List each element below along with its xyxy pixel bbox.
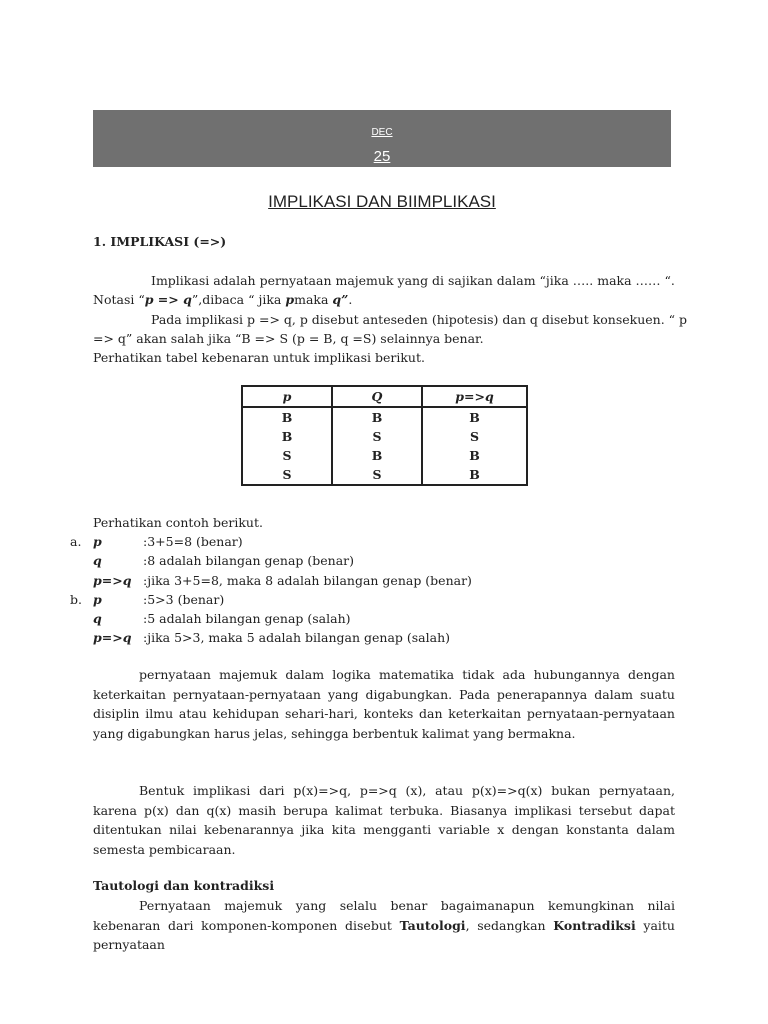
date-month[interactable]: DEC <box>371 127 393 138</box>
page-title[interactable]: IMPLIKASI DAN BIIMPLIKASI <box>268 192 496 211</box>
table-cell: B <box>332 407 422 427</box>
table-row <box>242 427 527 446</box>
intro-line-4: => q” akan salah jika “B => S (p = B, q =S) selainnya benar. <box>93 331 484 346</box>
header-q: Q <box>332 386 422 407</box>
example-a-pq-text: :jika 3+5=8, maka 8 adalah bilangan genap (benar) <box>143 573 472 588</box>
table-row <box>242 407 527 427</box>
notation-pre: Notasi “ <box>93 292 145 307</box>
table-cell: B <box>422 407 527 427</box>
notation-mid: ”,dibaca “ jika <box>191 292 286 307</box>
table-cell: B <box>422 465 527 485</box>
paragraph-tautologi <box>93 896 675 955</box>
kontradiksi-term: Kontradiksi <box>553 917 636 933</box>
example-a-q-text: :8 adalah bilangan genap (benar) <box>143 553 355 568</box>
example-a-p-text: :3+5=8 (benar) <box>143 534 243 549</box>
tautologi-text-post: yaitu pernyataan <box>93 917 675 952</box>
intro-line-2 <box>93 292 352 308</box>
example-a-p <box>93 534 243 550</box>
table-cell: S <box>422 427 527 446</box>
notation-end: . <box>348 292 353 307</box>
tautologi-term: Tautologi <box>399 917 466 933</box>
table-cell: S <box>242 446 332 465</box>
tautologi-text-pre: Pernyataan majemuk yang selalu benar bagaimanapun kemungkinan nilai kebenaran dari komponen-komponen disebut <box>93 898 675 933</box>
table-row <box>242 465 527 485</box>
notation-formula: p => q <box>144 292 192 307</box>
table-cell: B <box>422 446 527 465</box>
truth-table <box>241 385 528 486</box>
table-cell: S <box>332 427 422 446</box>
intro-line-1: Implikasi adalah pernyataan majemuk yang di sajikan dalam “jika ….. maka …… “. <box>151 273 675 288</box>
paragraph-logika: pernyataan majemuk dalam logika matematika tidak ada hubungannya dengan keterkaitan pernyataan-pernyataan yang digabungkan. Pada penerapannya dalam suatu disiplin ilmu atau kehidupan sehari-hari, konteks dan keterkaitan pernyataan-pernyataan yang digabungkan harus jelas, sehingga berbentuk kalimat yang bermakna. <box>93 667 675 741</box>
truth-table-header <box>242 386 527 407</box>
label-q: q <box>93 553 102 568</box>
example-a-pq <box>93 573 472 589</box>
table-row <box>242 446 527 465</box>
label-p: p <box>93 534 102 549</box>
date-day[interactable]: 25 <box>373 148 391 165</box>
label-pq: p=>q <box>93 630 132 645</box>
heading-tautologi: Tautologi dan kontradiksi <box>93 878 275 893</box>
table-cell: S <box>242 465 332 485</box>
intro-line-5: Perhatikan tabel kebenaran untuk implikasi berikut. <box>93 350 425 365</box>
date-banner <box>93 110 671 167</box>
notation-p: p <box>285 292 295 307</box>
table-cell: B <box>332 446 422 465</box>
notation-q: q” <box>332 292 349 307</box>
section-heading-implikasi: 1. IMPLIKASI (=>) <box>93 234 227 249</box>
table-cell: B <box>242 407 332 427</box>
header-p: p <box>242 386 332 407</box>
paragraph-bentuk-implikasi: Bentuk implikasi dari p(x)=>q, p=>q (x), atau p(x)=>q(x) bukan pernyataan, karena p(x) dan q(x) masih berupa kalimat terbuka. Biasanya implikasi tersebut dapat ditentukan nilai kebenarannya jika kita mengganti variable x dengan konstanta dalam semesta pembicaraan. <box>93 783 675 857</box>
example-b-p-text: :5>3 (benar) <box>143 592 225 607</box>
example-a-marker: a. <box>70 534 82 549</box>
examples-intro: Perhatikan contoh berikut. <box>93 515 263 530</box>
notation-maka: maka <box>294 292 333 307</box>
table-cell: B <box>242 427 332 446</box>
label-p: p <box>93 592 102 607</box>
example-b-pq <box>93 630 450 646</box>
intro-line-3: Pada implikasi p => q, p disebut anteseden (hipotesis) dan q disebut konsekuen. “ p <box>151 312 688 327</box>
example-b-q <box>93 611 351 627</box>
label-q: q <box>93 611 102 626</box>
example-b-marker: b. <box>70 592 82 607</box>
example-b-q-text: :5 adalah bilangan genap (salah) <box>143 611 351 626</box>
example-a-q <box>93 553 354 569</box>
table-cell: S <box>332 465 422 485</box>
example-b-pq-text: :jika 5>3, maka 5 adalah bilangan genap (salah) <box>143 630 451 645</box>
example-b-p <box>93 592 224 608</box>
label-pq: p=>q <box>93 573 132 588</box>
header-pq: p=>q <box>422 386 527 407</box>
tautologi-text-mid: , sedangkan <box>465 917 554 933</box>
